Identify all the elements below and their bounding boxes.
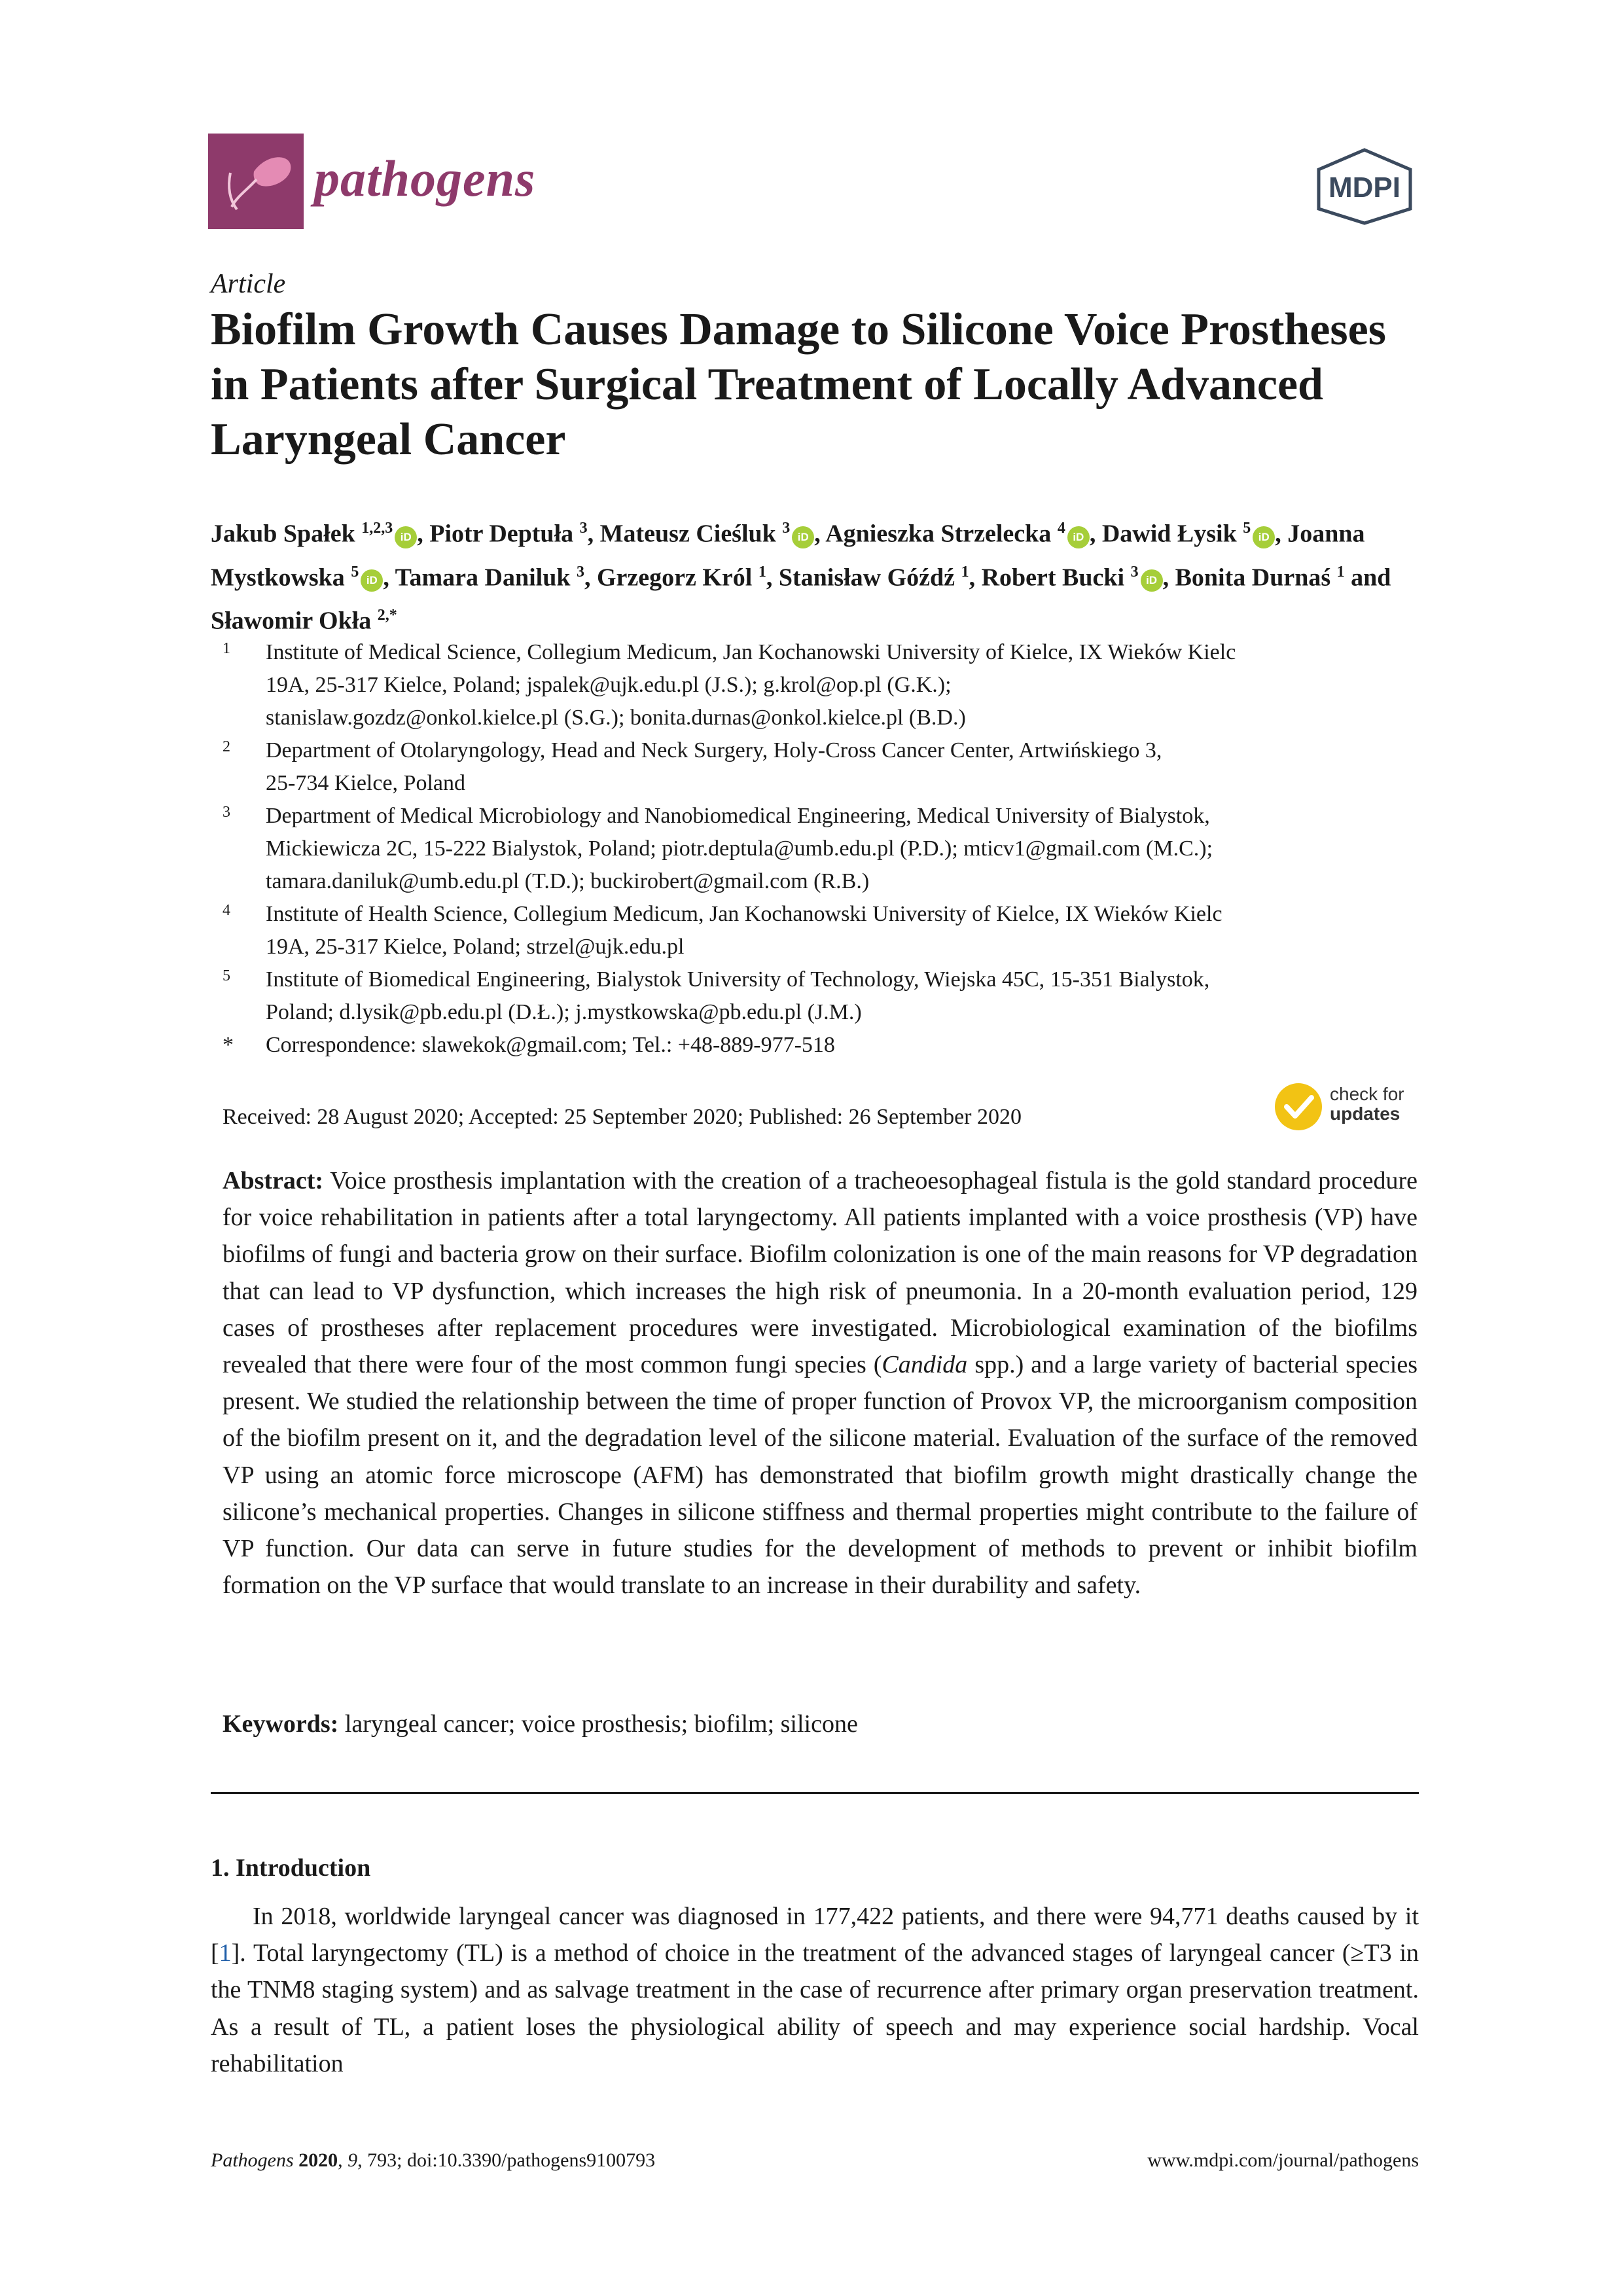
abstract — [223, 1162, 1418, 1604]
affiliation-line: 19A, 25-317 Kielce, Poland; jspalek@ujk.edu.pl (J.S.); g.krol@op.pl (G.K.); — [266, 673, 952, 697]
journal-name: pathogens — [314, 150, 536, 207]
keywords — [223, 1710, 858, 1738]
author-name: Robert Bucki — [981, 564, 1125, 592]
affiliation-line: Correspondence: slawekok@gmail.com; Tel.: +48-889-977-518 — [266, 1033, 835, 1057]
abstract-text-part1: Voice prosthesis implantation with the creation of a tracheoesophageal fistula is the gold standard procedure for voice rehabilitation in patients after a total laryngectomy. All patients implanted with a voice prosthesis (VP) have biofilms of fungi and bacteria grow on their surface. Biofilm colonization is one of the main reasons for VP degradation that can lead to VP dysfunction, which increases the high risk of pneumonia. In a 20-month evaluation period, 129 cases of prostheses after replacement procedures were investigated. Microbiological examination of the biofilms revealed that there were four of the most common fungi species ( — [223, 1167, 1418, 1379]
author-affiliation-mark: 4 — [1057, 520, 1065, 537]
orcid-icon[interactable]: iD — [395, 526, 417, 548]
section-paragraph — [211, 1898, 1419, 2082]
author-separator: and — [1344, 564, 1391, 592]
author-name: Dawid Łysik — [1101, 520, 1237, 548]
author-name: Jakub Spałek — [211, 520, 355, 548]
orcid-icon[interactable]: iD — [361, 569, 383, 592]
keywords-text: laryngeal cancer; voice prosthesis; biofilm; silicone — [338, 1710, 858, 1738]
affiliation-number: 5 — [223, 967, 230, 984]
footer-url[interactable]: www.mdpi.com/journal/pathogens — [1147, 2149, 1419, 2171]
abstract-text-part2: spp.) and a large variety of bacterial species present. We studied the relationship between the time of proper function of Provox VP, the microorganism composition of the biofilm present on it, and the degradation level of the silicone material. Evaluation of the surface of the removed VP using an atomic force microscope (AFM) has demonstrated that biofilm growth might drastically change the silicone’s mechanical properties. Changes in silicone stiffness and thermal properties might contribute to the failure of VP function. Our data can serve in future studies for the development of methods to prevent or inhibit biofilm formation on the VP surface that would translate to an increase in their durability and safety. — [223, 1351, 1418, 1600]
author-affiliation-mark: 3 — [576, 563, 584, 581]
author-affiliation-mark: 1 — [1336, 563, 1345, 581]
intro-text-part1: In 2018, worldwide laryngeal cancer was diagnosed in 177,422 patients, and there were 94,771 deaths caused by it [ — [211, 1903, 1419, 1967]
author-separator: , — [1275, 520, 1281, 548]
affiliation-line: tamara.daniluk@umb.edu.pl (T.D.); buckirobert@gmail.com (R.B.) — [266, 869, 870, 893]
author-name: Stanisław Góźdź — [778, 564, 955, 592]
affiliation-line: Mickiewicza 2C, 15-222 Bialystok, Poland; piotr.deptula@umb.edu.pl (P.D.); mticv1@gmail.com (M.C.); — [266, 836, 1213, 861]
author-separator: , — [1162, 564, 1169, 592]
author-name: Tamara Daniluk — [395, 564, 571, 592]
author-separator: , — [417, 520, 423, 548]
affiliation-number: 2 — [223, 738, 230, 755]
author-name: Bonita Durnaś — [1175, 564, 1331, 592]
footer-doi: , 793; doi:10.3390/pathogens9100793 — [357, 2149, 656, 2171]
author-name: Mateusz Cieśluk — [599, 520, 776, 548]
abstract-label: Abstract: — [223, 1167, 324, 1194]
article-type: Article — [211, 269, 286, 299]
footer-volume: 9 — [348, 2149, 358, 2171]
affiliation-line: 25-734 Kielce, Poland — [266, 771, 465, 795]
check-updates-line2: updates — [1330, 1103, 1400, 1124]
author-affiliation-mark: 3 — [1130, 563, 1139, 581]
footer-citation: Pathogens 2020, 9, 793; doi:10.3390/pathogens9100793 — [211, 2149, 656, 2171]
affiliation-item — [223, 898, 1440, 963]
author-separator: , — [969, 564, 976, 592]
author-affiliation-mark: 5 — [351, 563, 359, 581]
author-name: Agnieszka Strzelecka — [825, 520, 1052, 548]
citation-link[interactable]: 1 — [219, 1939, 232, 1967]
author-name: Grzegorz Król — [596, 564, 753, 592]
orcid-icon[interactable]: iD — [1253, 526, 1275, 548]
author-affiliation-mark: 5 — [1243, 520, 1251, 537]
check-updates-line1: check for — [1330, 1084, 1404, 1104]
author-separator: , — [814, 520, 821, 548]
affiliation-item — [223, 800, 1440, 898]
affiliation-line: Poland; d.lysik@pb.edu.pl (D.Ł.); j.mystkowska@pb.edu.pl (J.M.) — [266, 1000, 862, 1024]
affiliation-item — [223, 734, 1440, 800]
author-affiliation-mark: 1 — [961, 563, 969, 581]
section-heading: 1. Introduction — [211, 1854, 371, 1882]
author-separator: , — [584, 564, 591, 592]
author-affiliation-mark: 1 — [758, 563, 766, 581]
mdpi-logo-text: MDPI — [1329, 171, 1400, 204]
keywords-label: Keywords: — [223, 1710, 339, 1738]
affiliation-list — [223, 636, 1440, 1062]
author-affiliation-mark: 3 — [579, 520, 588, 537]
affiliation-number: 4 — [223, 902, 230, 919]
author-separator: , — [587, 520, 594, 548]
affiliation-line: Institute of Biomedical Engineering, Bialystok University of Technology, Wiejska 45C, 15-351 Bialystok, — [266, 967, 1210, 992]
author-separator: , — [383, 564, 389, 592]
affiliation-line: Department of Medical Microbiology and Nanobiomedical Engineering, Medical University of Bialystok, — [266, 804, 1210, 828]
footer-journal: Pathogens — [211, 2149, 294, 2171]
affiliation-item — [223, 636, 1440, 734]
affiliation-line: Institute of Medical Science, Collegium Medicum, Jan Kochanowski University of Kielce, IX Wieków Kielc — [266, 640, 1236, 664]
orcid-icon[interactable]: iD — [792, 526, 814, 548]
intro-text-part2: ]. Total laryngectomy (TL) is a method of choice in the treatment of the advanced stages of laryngeal cancer (≥T3 in the TNM8 staging system) and as salvage treatment in the case of recurrence after primary organ preservation treatment. As a result of TL, a patient loses the physiological ability of speech and may experience social hardship. Vocal rehabilitation — [211, 1939, 1419, 2077]
author-affiliation-mark: 3 — [782, 520, 791, 537]
affiliation-line: Institute of Health Science, Collegium Medicum, Jan Kochanowski University of Kielce, IX Wieków Kielc — [266, 902, 1222, 926]
check-for-updates-badge[interactable] — [1275, 1083, 1425, 1136]
affiliation-number: * — [223, 1033, 234, 1057]
journal-logo-icon — [208, 134, 304, 229]
author-affiliation-mark: 1,2,3 — [361, 520, 393, 537]
author-affiliation-mark: 2,* — [377, 607, 397, 624]
publication-dates: Received: 28 August 2020; Accepted: 25 September 2020; Published: 26 September 2020 — [223, 1105, 1022, 1129]
mdpi-logo-icon — [1299, 147, 1430, 226]
author-separator: , — [1089, 520, 1096, 548]
footer-year: 2020 — [298, 2149, 338, 2171]
affiliation-number: 3 — [223, 804, 230, 821]
affiliation-line: 19A, 25-317 Kielce, Poland; strzel@ujk.edu.pl — [266, 935, 685, 959]
paper-title: Biofilm Growth Causes Damage to Silicone Voice Prostheses in Patients after Surgical Treatment of Locally Advanced Laryngeal Cancer — [211, 304, 1386, 465]
author-list — [211, 509, 1454, 640]
orcid-icon[interactable]: iD — [1067, 526, 1090, 548]
affiliation-line: stanislaw.gozdz@onkol.kielce.pl (S.G.); bonita.durnas@onkol.kielce.pl (B.D.) — [266, 706, 966, 730]
affiliation-number: 1 — [223, 640, 230, 657]
affiliation-item — [223, 963, 1440, 1029]
author-name: Joanna Mystkowska — [211, 520, 1365, 592]
orcid-icon[interactable]: iD — [1141, 569, 1163, 592]
author-name: Piotr Deptuła — [429, 520, 574, 548]
affiliation-item — [223, 1029, 1440, 1062]
author-separator: , — [766, 564, 773, 592]
section-divider — [211, 1792, 1419, 1794]
abstract-italic-term: Candida — [882, 1351, 968, 1379]
checkmark-icon — [1275, 1083, 1322, 1130]
author-name: Sławomir Okła — [211, 607, 372, 635]
affiliation-line: Department of Otolaryngology, Head and Neck Surgery, Holy-Cross Cancer Center, Artwińskiego 3, — [266, 738, 1162, 762]
